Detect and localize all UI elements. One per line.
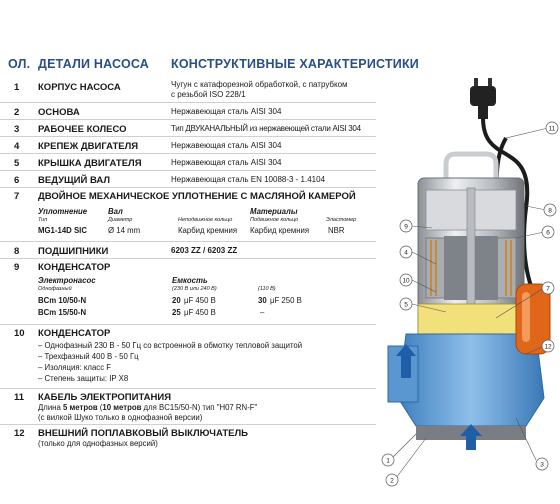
row-num: 3 [14,124,20,135]
cap-model: BCm 15/50-N [38,308,87,317]
row-part: ПОДШИПНИКИ [38,246,109,257]
cap-v1: 25 [172,308,181,317]
seal-moving: Карбид кремния [250,226,310,235]
row-num: 2 [14,107,20,118]
table-row [0,138,376,154]
materials-header: Материалы [250,207,298,216]
callout-11: 11 [548,125,556,133]
cable-line-1: Длина 5 метров (10 метров для BC15/50-N) тип "H07 RN-F" [38,403,258,412]
cap-volt2-header: (110 В) [258,286,276,292]
row-part: КРЫШКА ДВИГАТЕЛЯ [38,158,142,169]
row-num: 12 [14,428,25,439]
row-num: 5 [14,158,20,169]
row-part: КОНДЕНСАТОР [38,328,111,339]
row-num: 1 [14,82,20,93]
callout-9: 9 [404,223,408,231]
callout-1: 1 [386,457,390,465]
row-num: 11 [14,392,25,403]
table-row [0,390,376,425]
motor-line: – Изоляция: класс F [38,363,112,372]
cap-v1-unit: μF 450 В [184,296,216,305]
diam-header: Диаметр [108,217,133,223]
row-char: Нержавеющая сталь AISI 304 [171,107,282,116]
row-char: Нержавеющая сталь EN 10088-3 - 1.4104 [171,175,326,184]
table-row [0,243,376,259]
row-char: Тип ДВУКАНАЛЬНЫЙ из нержавеющей стали AISI 304 [171,124,361,133]
col-header-part: ДЕТАЛИ НАСОСА [38,57,150,71]
callout-6: 6 [546,229,550,237]
shaft-header: Вал [108,207,123,216]
table-row [0,155,376,171]
pump-cutaway-illustration [376,78,560,504]
callout-12: 12 [544,343,552,351]
table-row [0,76,376,103]
row-num: 9 [14,262,20,273]
row-part: ВНЕШНИЙ ПОПЛАВКОВЫЙ ВЫКЛЮЧАТЕЛЬ [38,428,249,439]
row-part: ДВОЙНОЕ МЕХАНИЧЕСКОЕ УПЛОТНЕНИЕ С МАСЛЯНОЙ КАМЕРОЙ [38,191,356,202]
row-num: 7 [14,191,20,202]
row-part: КАБЕЛЬ ЭЛЕКТРОПИТАНИЯ [38,392,172,403]
plug-icon [470,78,496,119]
row-num: 8 [14,246,20,257]
col-header-num: ОЛ. [8,57,31,71]
cap-v1-unit: μF 450 В [184,308,216,317]
row-part: ВЕДУЩИЙ ВАЛ [38,175,110,186]
table-row [0,326,376,389]
callout-10: 10 [402,277,410,285]
row-num: 6 [14,175,20,186]
row-char: Чугун с катафорезной обработкой, с патрубком [171,80,348,89]
row-char: Нержавеющая сталь AISI 304 [171,141,282,150]
cap-phase-header: Однофазный [38,286,72,292]
cable-line-2: (с вилкой Шуко только в однофазной версии) [38,413,203,422]
callout-8: 8 [548,207,552,215]
row-part: КОРПУС НАСОСА [38,82,121,93]
cap-volt1-header: (230 В или 240 В) [172,286,217,292]
row-char: Нержавеющая сталь AISI 304 [171,158,282,167]
callout-7: 7 [546,285,550,293]
callout-2: 2 [390,477,394,485]
cap-pump-header: Электронасос [38,276,96,285]
row-part: ОСНОВА [38,107,80,118]
table-row [0,121,376,137]
moving-ring-header: Подвижное кольцо [250,217,299,223]
row-part: КОНДЕНСАТОР [38,262,111,273]
row-part: РАБОЧЕЕ КОЛЕСО [38,124,127,135]
table-row [0,260,376,325]
seal-model: MG1-14D SIC [38,226,87,235]
cap-v2: 30 [258,296,267,305]
type-header: Тип [38,217,48,223]
seal-elast: NBR [328,226,345,235]
fixed-ring-header: Неподвижное кольцо [178,217,233,223]
callout-4: 4 [404,249,408,257]
cap-v2: – [260,308,265,317]
cap-model: BCm 10/50-N [38,296,87,305]
row-char: 6203 ZZ / 6203 ZZ [171,246,238,255]
col-header-char: КОНСТРУКТИВНЫЕ ХАРАКТЕРИСТИКИ [171,57,419,71]
row-char-2: с резьбой ISO 228/1 [171,90,246,99]
motor-line: – Однофазный 230 В - 50 Гц со встроенной в обмотку тепловой защитой [38,341,303,350]
seal-header: Уплотнение [38,207,88,216]
table-row [0,189,376,242]
seal-diam: Ø 14 mm [108,226,141,235]
callout-5: 5 [404,301,408,309]
cap-v2-unit: μF 250 В [270,296,302,305]
elastomer-header: Эластомер [326,217,357,223]
table-row [0,172,376,188]
row-num: 10 [14,328,25,339]
row-num: 4 [14,141,20,152]
table-row [0,426,376,450]
motor-line: – Трехфазный 400 В - 50 Гц [38,352,139,361]
cap-capacity-header: Емкость [172,276,208,285]
cap-v1: 20 [172,296,181,305]
motor-line: – Степень защиты: IP X8 [38,374,129,383]
callout-3: 3 [540,461,544,469]
seal-fixed: Карбид кремния [178,226,238,235]
row-part: КРЕПЕЖ ДВИГАТЕЛЯ [38,141,139,152]
table-row [0,104,376,120]
row-char: (только для однофазных версий) [38,439,158,448]
